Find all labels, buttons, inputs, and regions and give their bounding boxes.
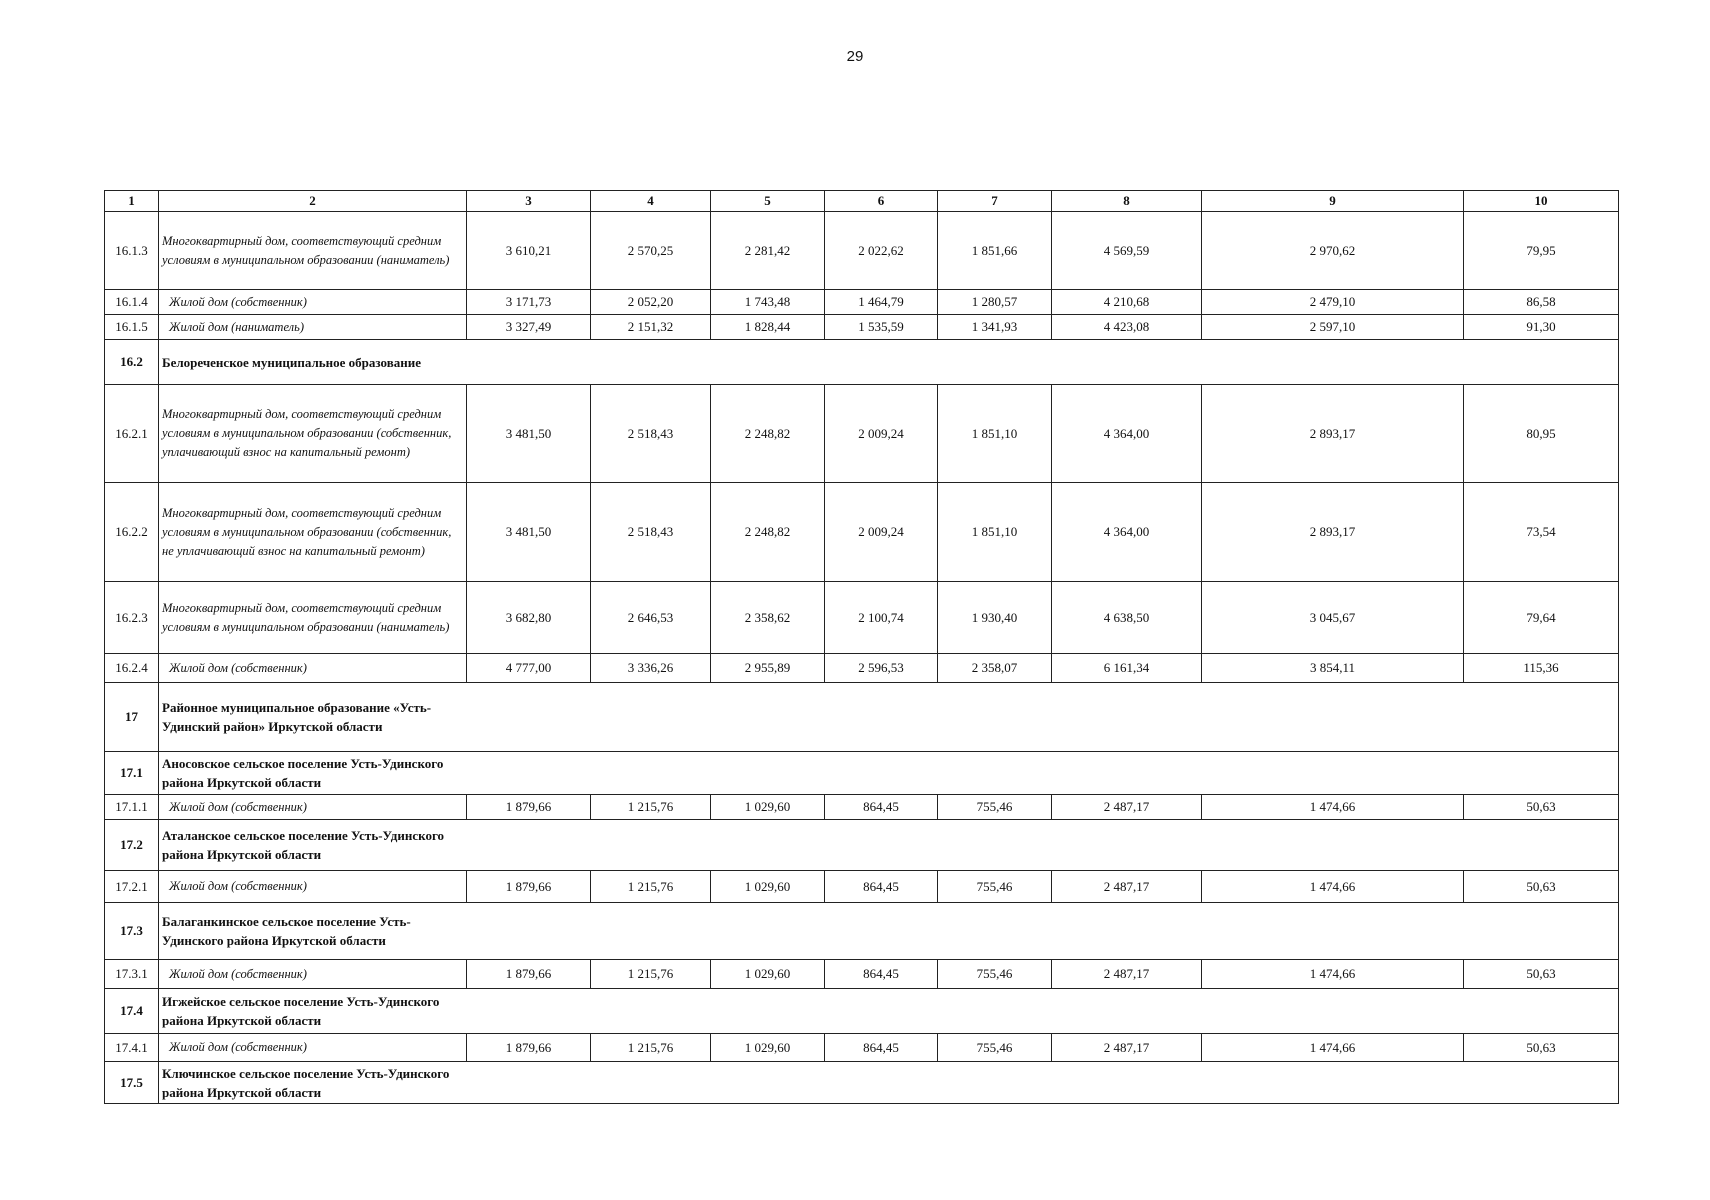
value-cell-col-7: 755,46 <box>938 960 1052 989</box>
value-cell-col-3: 1 879,66 <box>467 871 591 903</box>
table-row <box>105 212 1619 290</box>
value-cell-col-8: 2 487,17 <box>1052 795 1202 820</box>
value-cell-col-10: 50,63 <box>1464 871 1619 903</box>
value-cell-col-10: 50,63 <box>1464 1034 1619 1062</box>
section-title-text: Районное муниципальное образование «Усть-Удинский район» Иркутской области <box>162 700 432 734</box>
column-header: 4 <box>591 191 711 212</box>
column-header: 10 <box>1464 191 1619 212</box>
value-cell-col-9: 1 474,66 <box>1202 1034 1464 1062</box>
value-cell-col-6: 864,45 <box>825 871 938 903</box>
section-row <box>105 903 1619 960</box>
value-cell-col-6: 2 009,24 <box>825 483 938 582</box>
value-cell-col-4: 1 215,76 <box>591 960 711 989</box>
row-description: Жилой дом (собственник) <box>159 960 467 989</box>
value-cell-col-7: 1 341,93 <box>938 315 1052 340</box>
value-cell-col-5: 2 248,82 <box>711 385 825 483</box>
value-cell-col-9: 2 970,62 <box>1202 212 1464 290</box>
value-cell-col-3: 3 682,80 <box>467 582 591 654</box>
value-cell-col-7: 755,46 <box>938 871 1052 903</box>
value-cell-col-8: 4 364,00 <box>1052 385 1202 483</box>
value-cell-col-8: 4 569,59 <box>1052 212 1202 290</box>
section-title-text: Игжейское сельское поселение Усть-Удинского района Иркутской области <box>162 994 440 1028</box>
value-cell-col-9: 1 474,66 <box>1202 795 1464 820</box>
section-row <box>105 752 1619 795</box>
value-cell-col-9: 2 893,17 <box>1202 483 1464 582</box>
row-description: Жилой дом (собственник) <box>159 1034 467 1062</box>
value-cell-col-4: 2 052,20 <box>591 290 711 315</box>
table-row <box>105 1034 1619 1062</box>
value-cell-col-9: 1 474,66 <box>1202 960 1464 989</box>
row-description: Многоквартирный дом, соответствующий средним условиям в муниципальном образовании (собственник, не уплачивающий взнос на капитальный ремонт) <box>159 483 467 582</box>
value-cell-col-9: 1 474,66 <box>1202 871 1464 903</box>
column-header: 7 <box>938 191 1052 212</box>
value-cell-col-10: 80,95 <box>1464 385 1619 483</box>
value-cell-col-7: 1 280,57 <box>938 290 1052 315</box>
section-code: 17.5 <box>105 1062 159 1104</box>
value-cell-col-5: 2 955,89 <box>711 654 825 683</box>
value-cell-col-7: 2 358,07 <box>938 654 1052 683</box>
page-number: 29 <box>846 48 864 65</box>
column-header-row <box>105 191 1619 212</box>
row-description: Жилой дом (собственник) <box>159 795 467 820</box>
value-cell-col-8: 2 487,17 <box>1052 871 1202 903</box>
value-cell-col-10: 115,36 <box>1464 654 1619 683</box>
value-cell-col-3: 1 879,66 <box>467 1034 591 1062</box>
row-description: Многоквартирный дом, соответствующий средним условиям в муниципальном образовании (наниматель) <box>159 212 467 290</box>
value-cell-col-4: 2 570,25 <box>591 212 711 290</box>
value-cell-col-7: 1 930,40 <box>938 582 1052 654</box>
row-code: 17.4.1 <box>105 1034 159 1062</box>
value-cell-col-3: 3 610,21 <box>467 212 591 290</box>
value-cell-col-4: 2 646,53 <box>591 582 711 654</box>
value-cell-col-8: 4 210,68 <box>1052 290 1202 315</box>
value-cell-col-10: 79,64 <box>1464 582 1619 654</box>
row-code: 16.2.3 <box>105 582 159 654</box>
value-cell-col-7: 1 851,10 <box>938 483 1052 582</box>
section-title <box>159 340 1619 385</box>
value-cell-col-3: 3 327,49 <box>467 315 591 340</box>
value-cell-col-4: 2 151,32 <box>591 315 711 340</box>
section-title <box>159 1062 1619 1104</box>
row-description: Жилой дом (собственник) <box>159 290 467 315</box>
table-body <box>105 191 1619 1104</box>
value-cell-col-9: 2 893,17 <box>1202 385 1464 483</box>
value-cell-col-8: 2 487,17 <box>1052 1034 1202 1062</box>
section-row <box>105 340 1619 385</box>
value-cell-col-3: 1 879,66 <box>467 960 591 989</box>
table-row <box>105 315 1619 340</box>
row-description: Многоквартирный дом, соответствующий средним условиям в муниципальном образовании (наниматель) <box>159 582 467 654</box>
table-row <box>105 871 1619 903</box>
value-cell-col-5: 1 029,60 <box>711 1034 825 1062</box>
value-cell-col-6: 864,45 <box>825 1034 938 1062</box>
value-cell-col-9: 2 479,10 <box>1202 290 1464 315</box>
value-cell-col-9: 2 597,10 <box>1202 315 1464 340</box>
section-title-text: Балаганкинское сельское поселение Усть-Удинского района Иркутской области <box>162 914 411 948</box>
table-row <box>105 795 1619 820</box>
table-row <box>105 290 1619 315</box>
row-code: 16.2.4 <box>105 654 159 683</box>
value-cell-col-3: 3 481,50 <box>467 483 591 582</box>
row-description: Жилой дом (собственник) <box>159 654 467 683</box>
value-cell-col-8: 4 638,50 <box>1052 582 1202 654</box>
table-row <box>105 654 1619 683</box>
value-cell-col-4: 3 336,26 <box>591 654 711 683</box>
section-row <box>105 989 1619 1034</box>
value-cell-col-10: 79,95 <box>1464 212 1619 290</box>
section-row <box>105 1062 1619 1104</box>
section-title-text: Ключинское сельское поселение Усть-Удинского района Иркутской области <box>162 1065 450 1100</box>
value-cell-col-4: 1 215,76 <box>591 795 711 820</box>
value-cell-col-7: 1 851,66 <box>938 212 1052 290</box>
column-header: 6 <box>825 191 938 212</box>
column-header: 8 <box>1052 191 1202 212</box>
row-code: 16.1.4 <box>105 290 159 315</box>
value-cell-col-10: 91,30 <box>1464 315 1619 340</box>
value-cell-col-3: 3 171,73 <box>467 290 591 315</box>
value-cell-col-6: 1 535,59 <box>825 315 938 340</box>
value-cell-col-6: 2 596,53 <box>825 654 938 683</box>
column-header: 9 <box>1202 191 1464 212</box>
column-header: 3 <box>467 191 591 212</box>
row-description: Жилой дом (собственник) <box>159 871 467 903</box>
value-cell-col-7: 755,46 <box>938 795 1052 820</box>
value-cell-col-5: 1 743,48 <box>711 290 825 315</box>
table-row <box>105 385 1619 483</box>
section-title <box>159 683 1619 752</box>
section-title <box>159 903 1619 960</box>
value-cell-col-8: 4 423,08 <box>1052 315 1202 340</box>
value-cell-col-6: 864,45 <box>825 960 938 989</box>
value-cell-col-5: 2 248,82 <box>711 483 825 582</box>
row-code: 17.1.1 <box>105 795 159 820</box>
row-code: 16.1.5 <box>105 315 159 340</box>
value-cell-col-10: 50,63 <box>1464 795 1619 820</box>
value-cell-col-4: 2 518,43 <box>591 385 711 483</box>
section-code: 17.3 <box>105 903 159 960</box>
value-cell-col-4: 2 518,43 <box>591 483 711 582</box>
column-header: 1 <box>105 191 159 212</box>
section-title <box>159 752 1619 795</box>
value-cell-col-6: 2 022,62 <box>825 212 938 290</box>
row-description: Жилой дом (наниматель) <box>159 315 467 340</box>
row-code: 17.2.1 <box>105 871 159 903</box>
table-row <box>105 960 1619 989</box>
row-code: 16.1.3 <box>105 212 159 290</box>
value-cell-col-3: 3 481,50 <box>467 385 591 483</box>
value-cell-col-6: 1 464,79 <box>825 290 938 315</box>
section-title <box>159 820 1619 871</box>
value-cell-col-7: 755,46 <box>938 1034 1052 1062</box>
value-cell-col-9: 3 854,11 <box>1202 654 1464 683</box>
row-code: 16.2.1 <box>105 385 159 483</box>
value-cell-col-5: 2 281,42 <box>711 212 825 290</box>
value-cell-col-3: 4 777,00 <box>467 654 591 683</box>
value-cell-col-10: 86,58 <box>1464 290 1619 315</box>
value-cell-col-8: 6 161,34 <box>1052 654 1202 683</box>
value-cell-col-8: 4 364,00 <box>1052 483 1202 582</box>
section-code: 16.2 <box>105 340 159 385</box>
value-cell-col-10: 73,54 <box>1464 483 1619 582</box>
row-code: 17.3.1 <box>105 960 159 989</box>
value-cell-col-3: 1 879,66 <box>467 795 591 820</box>
value-cell-col-6: 864,45 <box>825 795 938 820</box>
row-description: Многоквартирный дом, соответствующий средним условиям в муниципальном образовании (собственник, уплачивающий взнос на капитальный ремонт) <box>159 385 467 483</box>
column-header: 2 <box>159 191 467 212</box>
section-title-text: Аталанское сельское поселение Усть-Удинского района Иркутской области <box>162 828 445 862</box>
row-code: 16.2.2 <box>105 483 159 582</box>
table-row <box>105 483 1619 582</box>
section-code: 17 <box>105 683 159 752</box>
value-cell-col-6: 2 009,24 <box>825 385 938 483</box>
value-cell-col-4: 1 215,76 <box>591 1034 711 1062</box>
section-row <box>105 820 1619 871</box>
value-cell-col-6: 2 100,74 <box>825 582 938 654</box>
section-title-text: Аносовское сельское поселение Усть-Удинского района Иркутской области <box>162 756 444 790</box>
value-cell-col-5: 1 029,60 <box>711 871 825 903</box>
value-cell-col-5: 1 828,44 <box>711 315 825 340</box>
section-row <box>105 683 1619 752</box>
tariff-table <box>104 190 1619 1104</box>
value-cell-col-10: 50,63 <box>1464 960 1619 989</box>
section-code: 17.2 <box>105 820 159 871</box>
value-cell-col-5: 1 029,60 <box>711 960 825 989</box>
value-cell-col-9: 3 045,67 <box>1202 582 1464 654</box>
value-cell-col-5: 2 358,62 <box>711 582 825 654</box>
section-title <box>159 989 1619 1034</box>
column-header: 5 <box>711 191 825 212</box>
section-code: 17.1 <box>105 752 159 795</box>
value-cell-col-8: 2 487,17 <box>1052 960 1202 989</box>
section-title-text: Белореченское муниципальное образование <box>162 354 421 370</box>
value-cell-col-4: 1 215,76 <box>591 871 711 903</box>
section-code: 17.4 <box>105 989 159 1034</box>
value-cell-col-7: 1 851,10 <box>938 385 1052 483</box>
value-cell-col-5: 1 029,60 <box>711 795 825 820</box>
table-row <box>105 582 1619 654</box>
